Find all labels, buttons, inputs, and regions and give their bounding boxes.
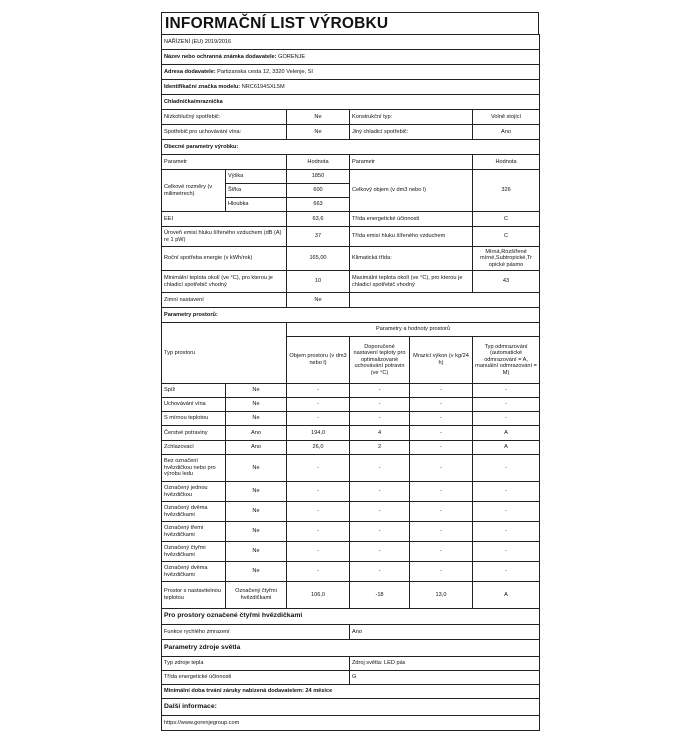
light-class-value: G <box>350 671 540 685</box>
compartments-heading-row <box>162 308 540 323</box>
compartment-temp: - <box>350 502 410 522</box>
compartment-temp: - <box>350 384 410 398</box>
design-type-label: Konstrukční typ: <box>350 110 473 125</box>
noise-row <box>162 110 540 125</box>
compartment-defrost: A <box>473 441 540 455</box>
height-label: Výška <box>226 170 287 184</box>
dimensions-label: Celkové rozměry (v milimetrech) <box>162 170 226 212</box>
wine-row <box>162 125 540 140</box>
compartment-defrost: - <box>473 455 540 482</box>
compartment-name: Bez označení hvězdičkou nebo pro výrobu ledu <box>162 455 226 482</box>
compartment-present: Ne <box>226 522 287 542</box>
category-row <box>162 95 540 110</box>
more-info-heading: Další informace: <box>162 699 540 716</box>
compartments-group-row <box>162 323 540 337</box>
compartment-temp: - <box>350 522 410 542</box>
compartment-defrost: - <box>473 482 540 502</box>
noise-level-row <box>162 227 540 247</box>
depth-value: 663 <box>287 198 350 212</box>
sheet-title: INFORMAČNÍ LIST VÝROBKU <box>161 12 539 34</box>
compartment-temp: - <box>350 562 410 582</box>
compartment-temp: - <box>350 398 410 412</box>
compartment-freeze: - <box>410 522 473 542</box>
product-information-sheet <box>161 12 539 731</box>
compartment-name: Označený jednou hvězdičkou <box>162 482 226 502</box>
compartment-row <box>162 482 540 502</box>
eei-value: 63,6 <box>287 212 350 227</box>
width-label: Šířka <box>226 184 287 198</box>
compartments-heading: Parametry prostorů: <box>162 308 540 323</box>
compartment-volume: - <box>287 384 350 398</box>
general-header-row <box>162 155 540 170</box>
compartment-present: Ano <box>226 441 287 455</box>
compartment-defrost: - <box>473 562 540 582</box>
max-ambient-value: 43 <box>473 271 540 293</box>
compartment-defrost: - <box>473 398 540 412</box>
compartment-present: Ano <box>226 426 287 441</box>
regulation-row <box>162 35 540 50</box>
light-class-row <box>162 671 540 685</box>
col-value2-header: Hodnota <box>473 155 540 170</box>
compartment-present: Označený čtyřmi hvězdičkami <box>226 582 287 609</box>
general-heading: Obecné parametry výrobku: <box>162 140 540 155</box>
max-ambient-label: Maximální teplota okolí (ve °C), pro kterou je chladicí spotřebič vhodný <box>350 271 473 293</box>
noise-class-value: C <box>473 227 540 247</box>
wine-appliance-value: Ne <box>287 125 350 140</box>
climate-class-value: Mírná,Rozšířené mírné,Subtropické,Tr opické pásmo <box>473 247 540 271</box>
compartment-name: S mírnou teplotou <box>162 412 226 426</box>
compartment-defrost: - <box>473 542 540 562</box>
light-type-label: Typ zdroje tepla <box>162 657 350 671</box>
four-star-heading: Pro prostory označené čtyřmi hvězdičkami <box>162 609 540 625</box>
compartment-name: Spíž <box>162 384 226 398</box>
supplier-address-cell <box>162 65 540 80</box>
compartment-volume: - <box>287 562 350 582</box>
light-type-value: Zdroj světla: LED pás <box>350 657 540 671</box>
compartment-freeze: - <box>410 426 473 441</box>
annual-energy-row <box>162 247 540 271</box>
compartment-volume: - <box>287 502 350 522</box>
energy-class-value: C <box>473 212 540 227</box>
compartment-freeze: - <box>410 542 473 562</box>
compartment-freeze: - <box>410 482 473 502</box>
compartment-present: Ne <box>226 562 287 582</box>
supplier-name-label: Název nebo ochranná známka dodavatele: <box>164 53 277 60</box>
compartment-row <box>162 542 540 562</box>
model-cell <box>162 80 540 95</box>
col-param2-header: Parametr <box>350 155 473 170</box>
compartment-freeze: - <box>410 441 473 455</box>
compartment-volume: - <box>287 398 350 412</box>
compartment-values-header: Parametry a hodnoty prostorů <box>287 323 540 337</box>
compartment-freeze: - <box>410 384 473 398</box>
compartment-temp: - <box>350 482 410 502</box>
compartment-row <box>162 502 540 522</box>
supplier-name-row <box>162 50 540 65</box>
compartment-row <box>162 582 540 609</box>
compartment-name: Zchlazovací <box>162 441 226 455</box>
total-volume-label: Celkový objem (v dm3 nebo l) <box>350 170 473 212</box>
compartment-row <box>162 426 540 441</box>
supplier-name-cell <box>162 50 540 65</box>
compartment-present: Ne <box>226 455 287 482</box>
more-info-heading-row <box>162 699 540 716</box>
low-noise-label: Nízkohlučný spotřebič: <box>162 110 287 125</box>
compartment-present: Ne <box>226 398 287 412</box>
supplier-address-value: Partizanska cesta 12, 3320 Velenje, SI <box>217 68 313 75</box>
winter-row <box>162 293 540 308</box>
compartment-freeze: 13,0 <box>410 582 473 609</box>
compartment-volume: 194,0 <box>287 426 350 441</box>
light-type-row <box>162 657 540 671</box>
supplier-address-row <box>162 65 540 80</box>
fast-freeze-label: Funkce rychlého zmrazení <box>162 625 350 640</box>
supplier-address-label: Adresa dodavatele: <box>164 68 216 75</box>
compartment-name: Čerstvé potraviny <box>162 426 226 441</box>
compartment-defrost: A <box>473 582 540 609</box>
light-heading-row <box>162 640 540 657</box>
wine-appliance-label: Spotřebič pro uchovávání vína: <box>162 125 287 140</box>
compartment-defrost: - <box>473 502 540 522</box>
more-info-url-row <box>162 716 540 731</box>
compartment-name: Označený čtyřmi hvězdičkami <box>162 542 226 562</box>
compartment-volume: - <box>287 542 350 562</box>
compartment-volume: - <box>287 412 350 426</box>
compartment-defrost: - <box>473 412 540 426</box>
total-volume-value: 326 <box>473 170 540 212</box>
depth-label: Hloubka <box>226 198 287 212</box>
col-volume-header: Objem prostoru (v dm3 nebo l) <box>287 337 350 384</box>
compartment-volume: 106,0 <box>287 582 350 609</box>
compartment-name: Označený třemi hvězdičkami <box>162 522 226 542</box>
compartment-row <box>162 455 540 482</box>
compartment-temp: 4 <box>350 426 410 441</box>
energy-class-label: Třída energetické účinnosti <box>350 212 473 227</box>
compartment-freeze: - <box>410 398 473 412</box>
compartment-present: Ne <box>226 542 287 562</box>
noise-class-label: Třída emisí hluku šířeného vzduchem <box>350 227 473 247</box>
compartment-temp: - <box>350 455 410 482</box>
compartment-temp: 2 <box>350 441 410 455</box>
sheet-table <box>161 34 540 731</box>
compartment-temp: -18 <box>350 582 410 609</box>
winter-setting-value: Ne <box>287 293 350 308</box>
annual-energy-value: 165,00 <box>287 247 350 271</box>
noise-level-value: 37 <box>287 227 350 247</box>
col-defrost-header: Typ odmrazování (automatické odmrazování = A, manuální odmrazování = M) <box>473 337 540 384</box>
col-param-header: Parametr <box>162 155 287 170</box>
compartment-row <box>162 398 540 412</box>
four-star-heading-row <box>162 609 540 625</box>
col-temp-header: Doporučené nastavení teploty pro optimalizované uchovávání potravin (ve °C) <box>350 337 410 384</box>
more-info-url[interactable]: https://www.gorenjegroup.com <box>162 716 540 731</box>
warranty-row <box>162 685 540 699</box>
compartment-volume: - <box>287 522 350 542</box>
compartment-freeze: - <box>410 412 473 426</box>
dims-height-row <box>162 170 540 184</box>
compartment-name: Označený dvěma hvězdičkami <box>162 502 226 522</box>
eei-label: EEI <box>162 212 287 227</box>
light-class-label: Třída energetické účinnosti <box>162 671 350 685</box>
compartment-present: Ne <box>226 384 287 398</box>
supplier-name-value: GORENJE <box>278 53 306 60</box>
warranty-text: Minimální doba trvání záruky nabízená dodavatelem: 24 měsíce <box>162 685 540 699</box>
fast-freeze-value: Ano <box>350 625 540 640</box>
compartment-name: Označený dvěma hvězdičkami <box>162 562 226 582</box>
model-label: Identifikační značka modelu: <box>164 83 241 90</box>
compartment-volume: - <box>287 455 350 482</box>
compartment-temp: - <box>350 412 410 426</box>
compartment-defrost: - <box>473 384 540 398</box>
compartment-volume: 26,0 <box>287 441 350 455</box>
annual-energy-label: Roční spotřeba energie (v kWh/rok) <box>162 247 287 271</box>
compartment-present: Ne <box>226 502 287 522</box>
design-type-value: Volně stojící <box>473 110 540 125</box>
compartment-row <box>162 412 540 426</box>
col-value-header: Hodnota <box>287 155 350 170</box>
compartment-type-header: Typ prostoru <box>162 323 287 384</box>
height-value: 1850 <box>287 170 350 184</box>
fast-freeze-row <box>162 625 540 640</box>
compartment-present: Ne <box>226 412 287 426</box>
model-value: NRC6194SXL5M <box>241 83 285 90</box>
compartment-defrost: A <box>473 426 540 441</box>
compartment-freeze: - <box>410 455 473 482</box>
other-appliance-value: Ano <box>473 125 540 140</box>
compartment-freeze: - <box>410 502 473 522</box>
eei-row <box>162 212 540 227</box>
compartment-rows <box>162 384 540 609</box>
col-freeze-header: Mrazicí výkon (v kg/24 h) <box>410 337 473 384</box>
noise-level-label: Úroveň emisí hluku šířeného vzduchem (dB (A) re 1 pW) <box>162 227 287 247</box>
compartment-row <box>162 562 540 582</box>
compartment-temp: - <box>350 542 410 562</box>
model-row <box>162 80 540 95</box>
climate-class-label: Klimatická třída: <box>350 247 473 271</box>
compartment-row <box>162 441 540 455</box>
min-ambient-label: Minimální teplota okolí (ve °C), pro kterou je chladicí spotřebič vhodný <box>162 271 287 293</box>
compartment-defrost: - <box>473 522 540 542</box>
light-heading: Parametry zdroje světla <box>162 640 540 657</box>
compartment-row <box>162 384 540 398</box>
low-noise-value: Ne <box>287 110 350 125</box>
width-value: 600 <box>287 184 350 198</box>
compartment-volume: - <box>287 482 350 502</box>
compartment-present: Ne <box>226 482 287 502</box>
empty-cell <box>350 293 540 308</box>
compartment-name: Prostor s nastavitelnou teplotou <box>162 582 226 609</box>
winter-setting-label: Zimní nastavení <box>162 293 287 308</box>
general-heading-row <box>162 140 540 155</box>
other-appliance-label: Jiný chladicí spotřebič: <box>350 125 473 140</box>
regulation-text: NAŘÍZENÍ (EU) 2019/2016 <box>162 35 540 50</box>
category-heading: Chladnička/mraznička <box>162 95 540 110</box>
compartment-freeze: - <box>410 562 473 582</box>
compartment-row <box>162 522 540 542</box>
min-ambient-value: 10 <box>287 271 350 293</box>
ambient-temp-row <box>162 271 540 293</box>
compartment-name: Uchovávání vína <box>162 398 226 412</box>
